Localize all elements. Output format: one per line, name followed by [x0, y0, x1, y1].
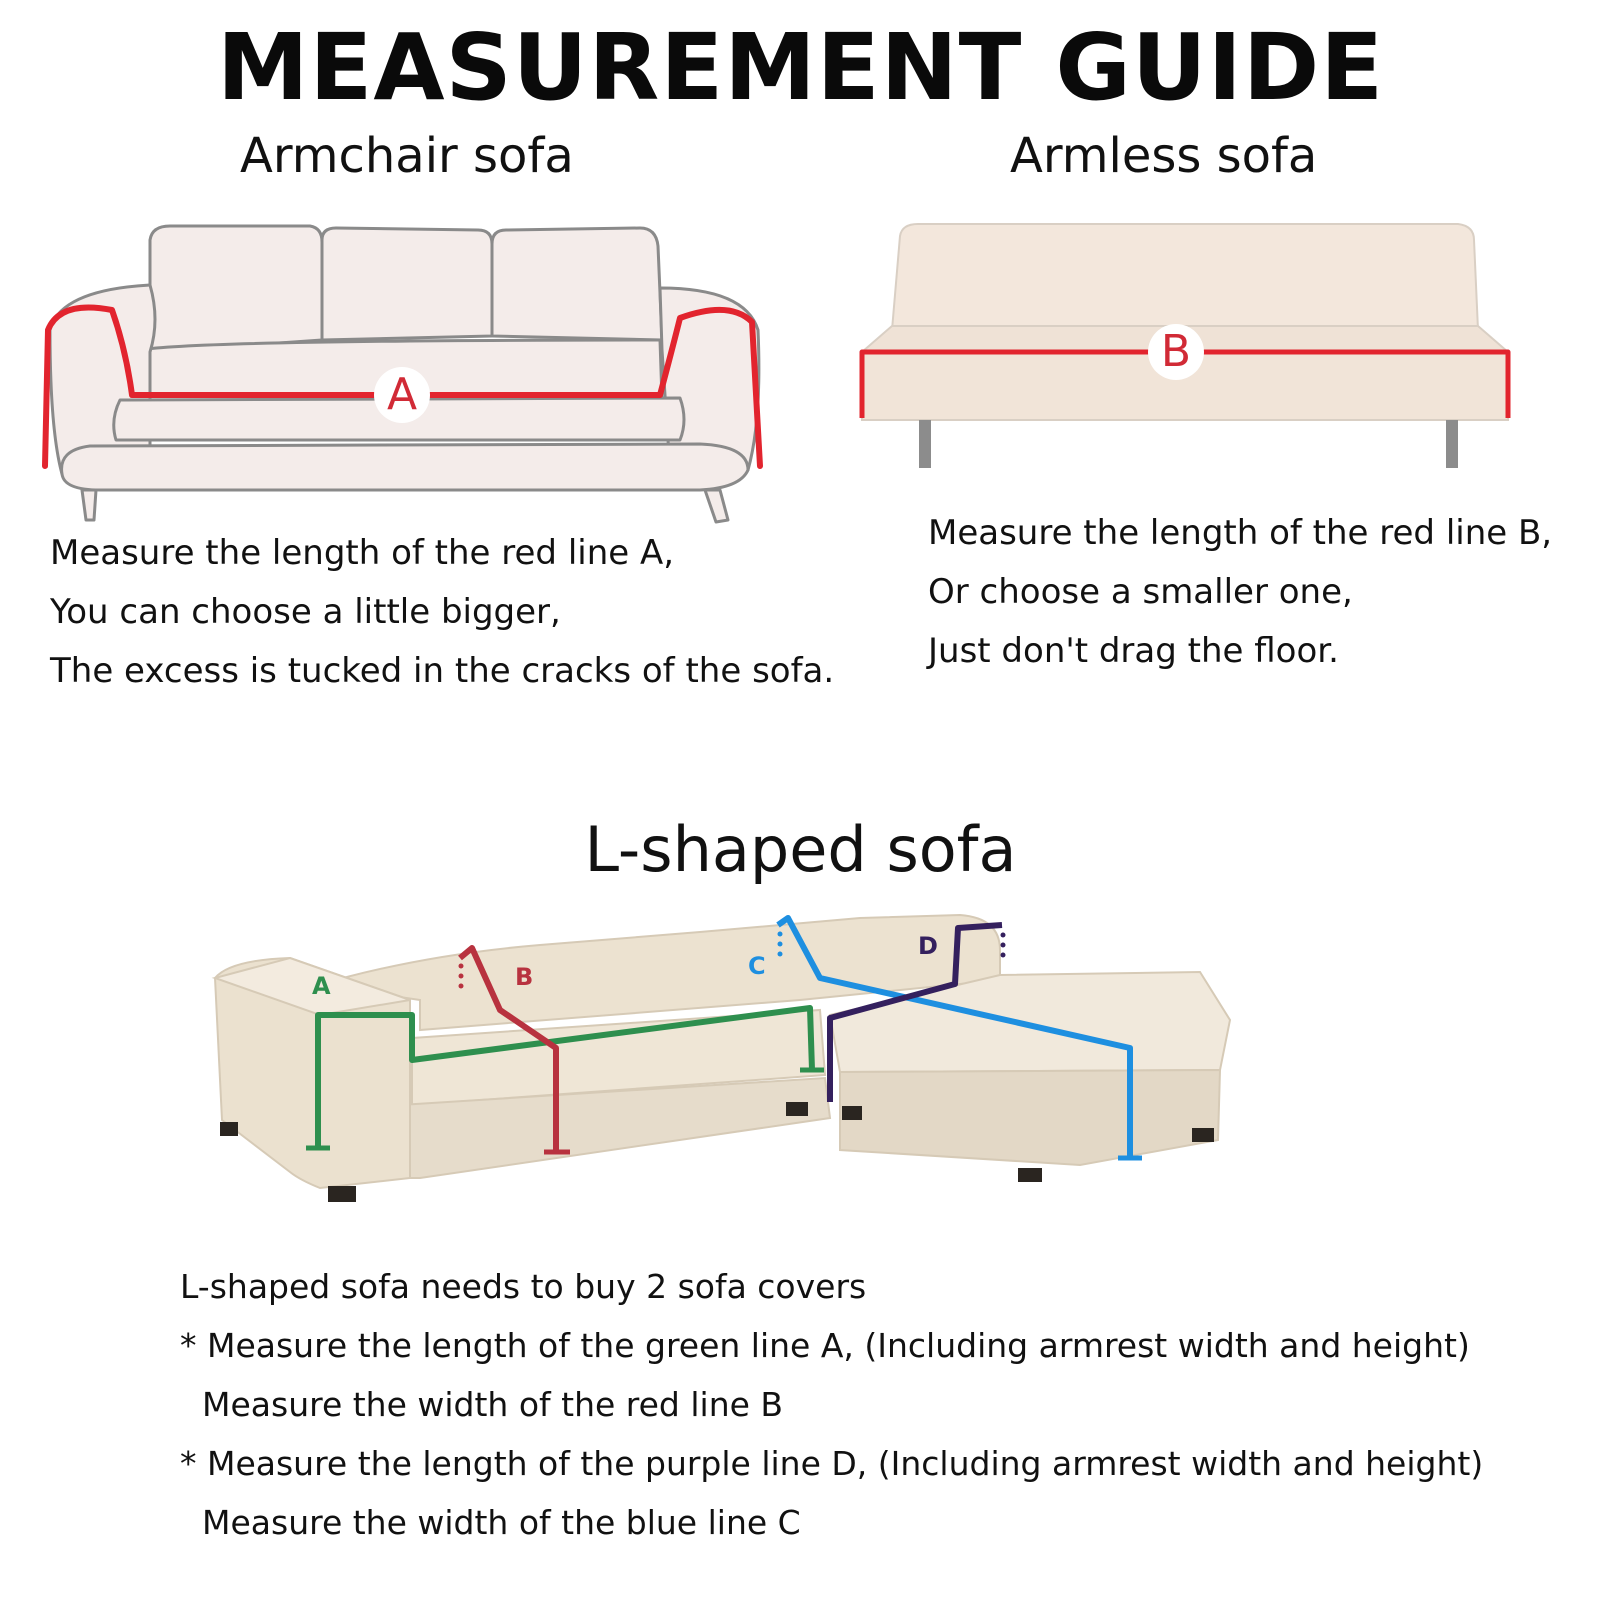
l-note-1: L-shaped sofa needs to buy 2 sofa covers	[180, 1267, 867, 1306]
l-note-4: * Measure the length of the purple line D, (Including armrest width and height)	[180, 1444, 1484, 1483]
armchair-sofa-heading: Armchair sofa	[240, 128, 574, 184]
l-marker-b: B	[515, 963, 534, 991]
l-leg-1	[220, 1122, 238, 1136]
l-leg-6	[1192, 1128, 1214, 1142]
l-note-5: Measure the width of the blue line C	[202, 1503, 801, 1542]
l-shaped-sofa-heading: L-shaped sofa	[584, 813, 1017, 886]
l-shaped-notes	[180, 1257, 1483, 1552]
l-leg-2	[328, 1186, 356, 1202]
l-note-3: Measure the width of the red line B	[202, 1385, 784, 1424]
l-chaise-front	[840, 1070, 1220, 1165]
l-note-2: * Measure the length of the green line A, (Including armrest width and height)	[180, 1326, 1470, 1365]
l-marker-d: D	[918, 932, 938, 960]
page-title: MEASUREMENT GUIDE	[216, 14, 1385, 121]
armless-line-1: Measure the length of the red line B,	[928, 513, 1553, 553]
l-marker-a: A	[312, 972, 331, 1000]
armless-line-3: Just don't drag the floor.	[928, 631, 1339, 671]
armless-sofa-heading: Armless sofa	[1010, 128, 1318, 184]
marker-a: A	[386, 369, 418, 420]
marker-b: B	[1160, 326, 1192, 377]
armchair-line-1: Measure the length of the red line A,	[50, 533, 675, 573]
l-leg-3	[786, 1102, 808, 1116]
armless-line-2: Or choose a smaller one,	[928, 572, 1353, 612]
armchair-line-2: You can choose a little bigger,	[50, 592, 561, 632]
l-leg-5	[1018, 1168, 1042, 1182]
armchair-line-3: The excess is tucked in the cracks of the sofa.	[50, 651, 835, 691]
l-marker-c: C	[748, 952, 766, 980]
l-leg-4	[842, 1106, 862, 1120]
